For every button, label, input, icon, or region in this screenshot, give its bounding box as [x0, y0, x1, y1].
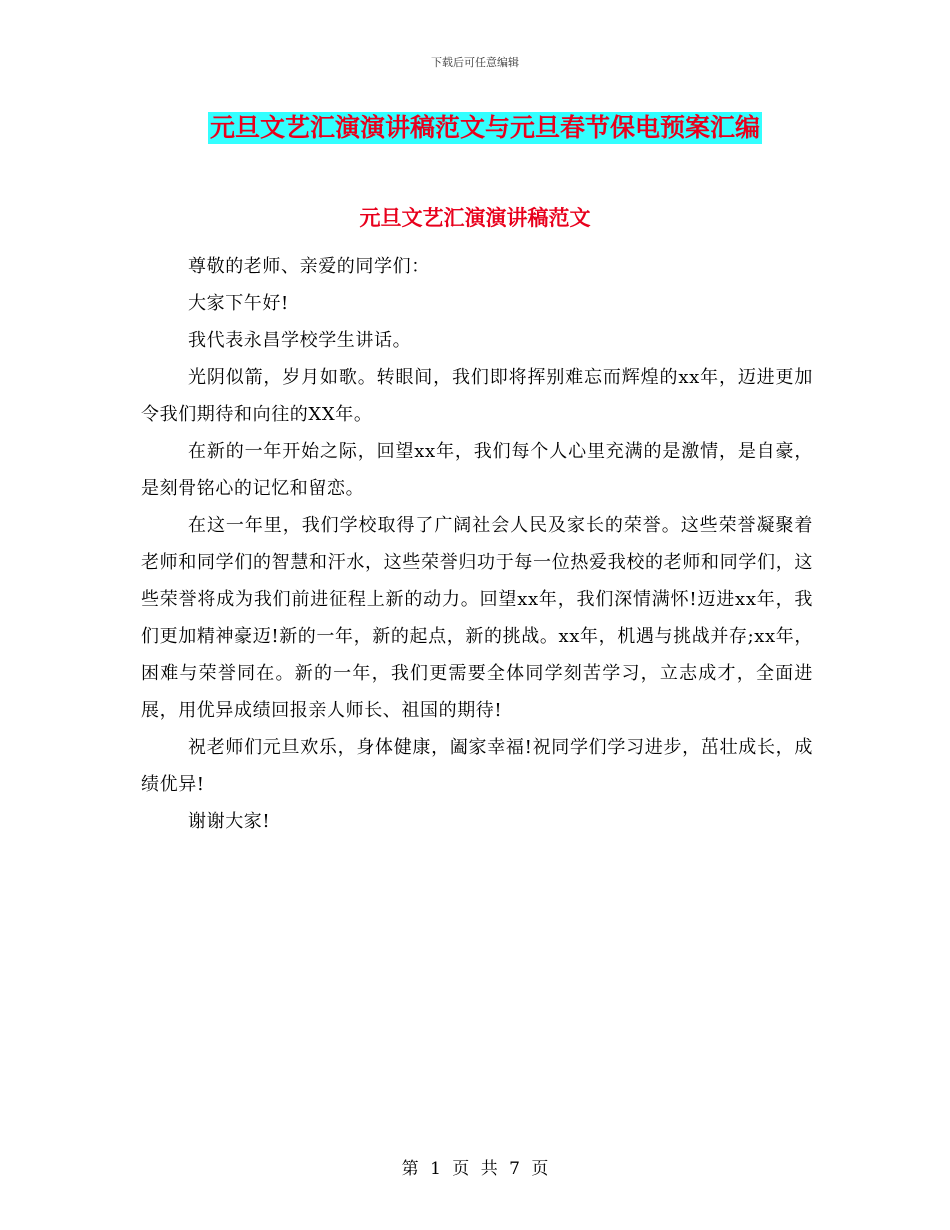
speech-body — [141, 248, 813, 840]
paragraph-wishes: 祝老师们元旦欢乐，身体健康，阖家幸福!祝同学们学习进步，茁壮成长，成绩优异! — [141, 737, 813, 795]
paragraph-greeting: 尊敬的老师、亲爱的同学们： — [188, 256, 430, 277]
document-title: 元旦文艺汇演演讲稿范文与元旦春节保电预案汇编 — [210, 113, 761, 142]
paragraph-hello: 大家下午好! — [188, 293, 289, 314]
paragraph-time: 光阴似箭，岁月如歌。转眼间，我们即将挥别难忘而辉煌的xx年，迈进更加令我们期待和向往的XX年。 — [141, 367, 813, 425]
section-title: 元旦文艺汇演演讲稿范文 — [359, 206, 591, 230]
page-header-note: 下载后可任意编辑 — [431, 56, 519, 69]
paragraph-thanks: 谢谢大家! — [188, 811, 271, 832]
paragraph-reflection: 在新的一年开始之际，回望xx年，我们每个人心里充满的是激情，是自豪，是刻骨铭心的记忆和留恋。 — [141, 441, 813, 499]
paragraph-honors: 在这一年里，我们学校取得了广阔社会人民及家长的荣誉。这些荣誉凝聚着老师和同学们的智慧和汗水，这些荣誉归功于每一位热爱我校的老师和同学们，这些荣誉将成为我们前进征程上新的动力。回望xx年，我们深情满怀!迈进xx年，我们更加精神豪迈!新的一年，新的起点，新的挑战。xx年，机遇与挑战并存;xx年，困难与荣誉同在。新的一年，我们更需要全体同学刻苦学习，立志成才，全面进展，用优异成绩回报亲人师长、祖国的期待! — [141, 515, 813, 721]
page-number-footer: 第 1 页 共 7 页 — [401, 1159, 549, 1179]
paragraph-speaker: 我代表永昌学校学生讲话。 — [188, 330, 412, 351]
